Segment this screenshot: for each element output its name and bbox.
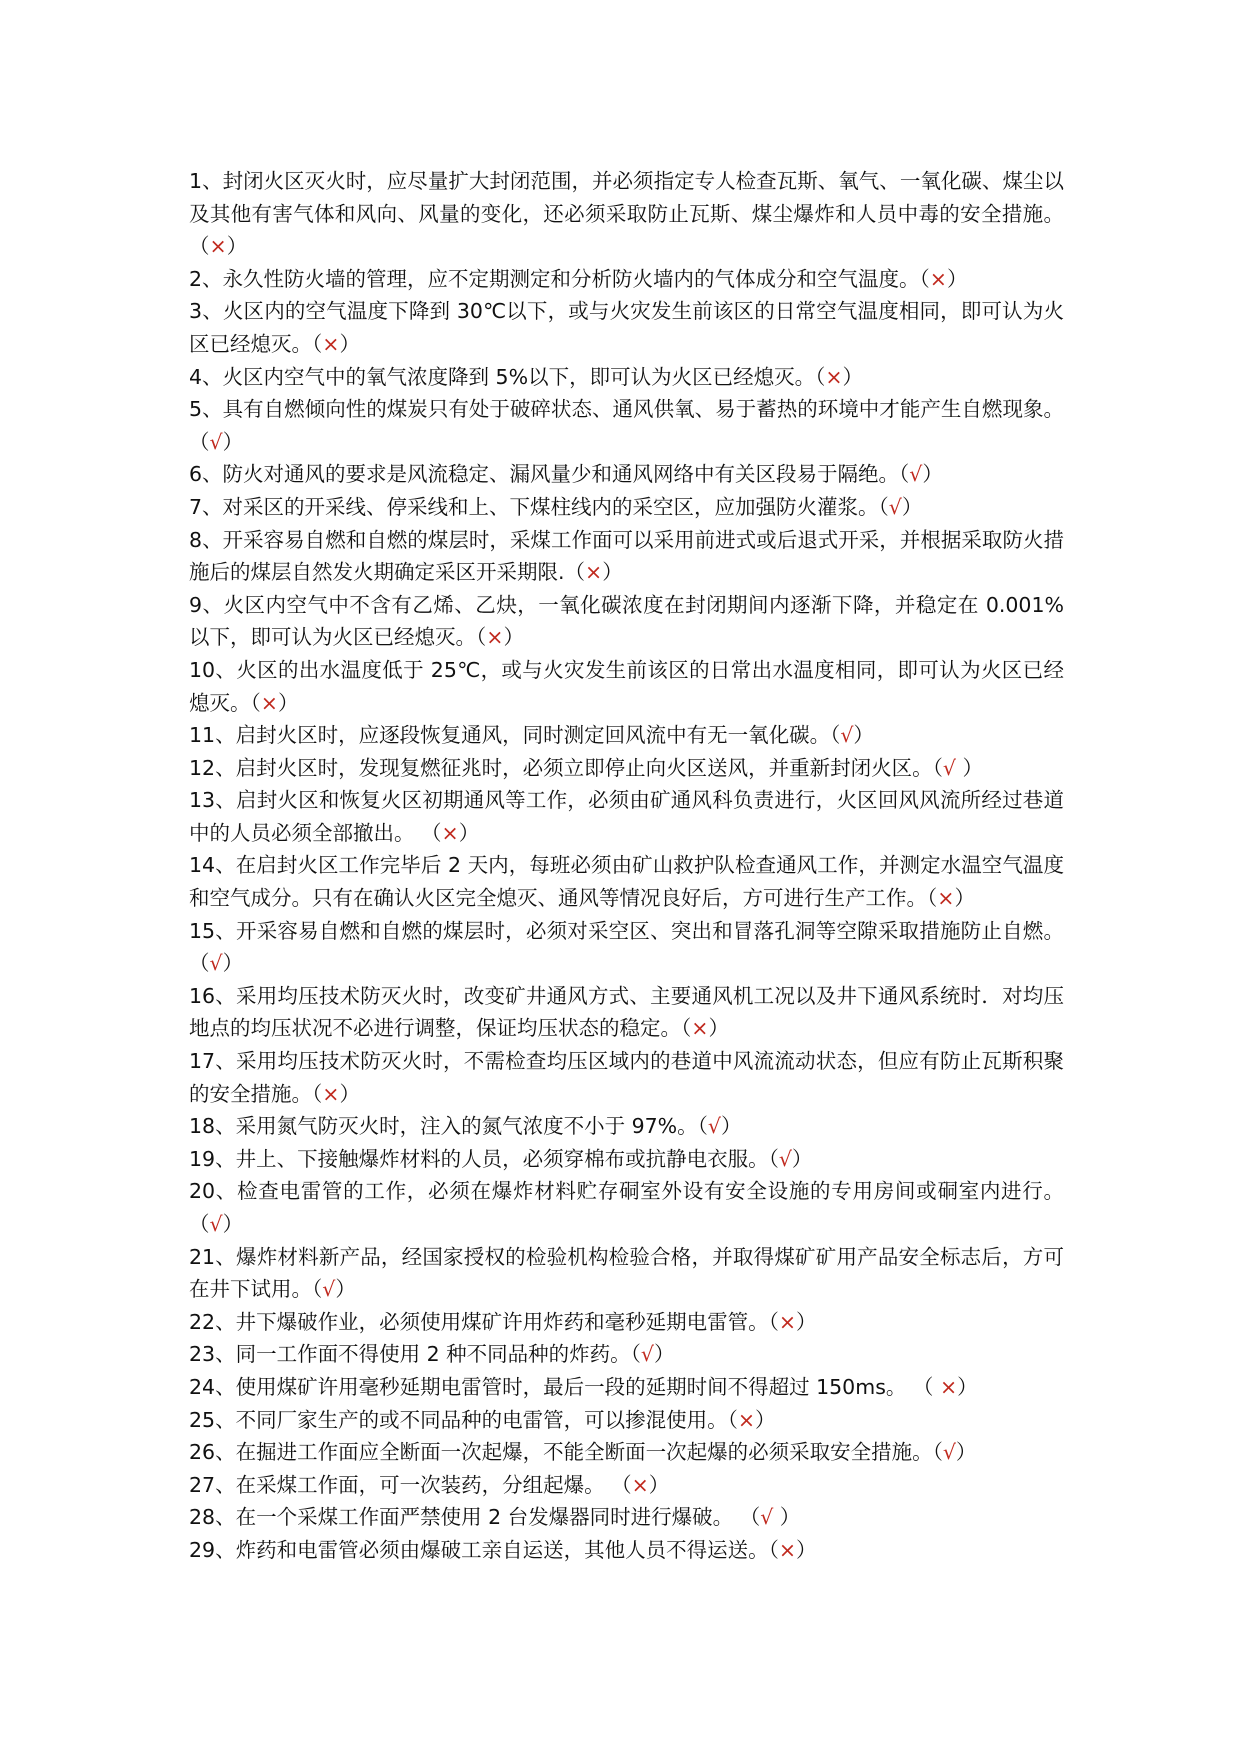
question-item	[189, 393, 1064, 458]
answer-open-paren: （	[899, 462, 910, 487]
answer-close-paren: ）	[335, 1277, 356, 1302]
question-item	[189, 849, 1064, 914]
answer-close-paren: ）	[791, 1146, 813, 1171]
question-item	[189, 980, 1064, 1045]
answer-open-paren: （	[189, 234, 210, 259]
question-text: 6、防火对通风的要求是风流稳定、漏风量少和通风网络中有关区段易于隔绝。	[189, 462, 900, 487]
question-text: 11、启封火区时，应逐段恢复通风，同时测定回风流中有无一氧化碳。	[189, 723, 831, 748]
answer-mark: √	[840, 723, 854, 748]
answer-close-paren: ）	[901, 494, 923, 519]
answer-mark: ×	[631, 1472, 649, 1497]
answer-open-paren: （	[421, 820, 442, 845]
answer-open-paren: （	[312, 1081, 323, 1106]
question-text: 22、井下爆破作业，必须使用煤矿许用炸药和毫秒延期电雷管。	[189, 1309, 769, 1334]
answer-open-paren: （	[476, 625, 487, 650]
answer-mark: ×	[778, 1309, 797, 1334]
answer-close-paren: ）	[277, 690, 299, 715]
question-list	[189, 165, 1064, 1567]
answer-open-paren: （	[878, 494, 889, 519]
question-item	[189, 263, 1064, 296]
answer-close-paren: ）	[339, 1081, 360, 1106]
answer-mark: √	[778, 1146, 792, 1171]
answer-open-paren: （	[250, 690, 261, 715]
question-text: 26、在掘进工作面应全断面一次起爆，不能全断面一次起爆的必须采取安全措施。	[189, 1440, 933, 1465]
question-text: 21、爆炸材料新产品，经国家授权的检验机构检验合格，并取得煤矿矿用产品安全标志后，方可在井下试用。	[189, 1244, 1064, 1302]
question-text: 18、采用氮气防灭火时，注入的氮气浓度不小于 97%。	[189, 1114, 698, 1139]
question-text: 19、井上、下接触爆炸材料的人员，必须穿棉布或抗静电衣服。	[189, 1146, 769, 1171]
answer-mark: √	[209, 1212, 223, 1236]
question-item	[189, 784, 1064, 849]
answer-close-paren: ）	[708, 1016, 729, 1041]
answer-mark: ×	[929, 266, 947, 291]
answer-open-paren: （	[189, 429, 210, 454]
answer-close-paren: ）	[602, 560, 623, 585]
answer-mark: √	[707, 1114, 721, 1139]
answer-open-paren: （	[611, 1472, 632, 1497]
answer-mark: ×	[937, 886, 955, 911]
answer-open-paren: （	[768, 1309, 779, 1334]
answer-mark: ×	[322, 1081, 340, 1106]
question-item	[189, 1436, 1064, 1469]
answer-open-paren: （	[189, 1212, 210, 1236]
question-item	[189, 1404, 1064, 1437]
question-item	[189, 361, 1064, 394]
answer-open-paren: （	[739, 1505, 761, 1530]
question-text: 12、启封火区时，发现复燃征兆时，必须立即停止向火区送风，并重新封闭火区。	[189, 755, 933, 780]
question-text: 25、不同厂家生产的或不同品种的电雷管，可以掺混使用。	[189, 1407, 728, 1432]
answer-close-paren: ）	[721, 1114, 742, 1139]
answer-close-paren: ）	[796, 1309, 817, 1334]
question-item	[189, 719, 1064, 752]
question-text: 7、对采区的开采线、停采线和上、下煤柱线内的采空区，应加强防火灌浆。	[189, 494, 879, 519]
question-item	[189, 165, 1064, 263]
question-text: 5、具有自燃倾向性的煤炭只有处于破碎状态、通风供氧、易于蓄热的环境中才能产生自燃现象。	[189, 397, 1064, 422]
answer-close-paren: ）	[773, 1505, 801, 1530]
question-text: 17、采用均压技术防灭火时，不需检查均压区域内的巷道中风流流动状态，但应有防止瓦斯积聚的安全措施。	[189, 1049, 1064, 1106]
answer-open-paren: （	[727, 1407, 738, 1432]
question-item	[189, 1371, 1064, 1404]
question-text: 1、封闭火区灭火时，应尽量扩大封闭范围，并必须指定专人检查瓦斯、氧气、一氧化碳、煤尘以及其他有害气体和风向、风量的变化，还必须采取防止瓦斯、煤尘爆炸和人员中毒的安全措施。	[189, 169, 1064, 226]
question-item	[189, 1143, 1064, 1176]
question-item	[189, 1175, 1064, 1240]
answer-mark: ×	[441, 820, 459, 845]
answer-mark: ×	[778, 1537, 797, 1562]
answer-mark: ×	[939, 1374, 958, 1399]
question-item	[189, 1306, 1064, 1339]
question-text: 24、使用煤矿许用毫秒延期电雷管时，最后一段的延期时间不得超过 150ms。	[189, 1374, 913, 1399]
question-text: 27、在采煤工作面，可一次装药，分组起爆。	[189, 1472, 612, 1497]
answer-mark: ×	[825, 364, 843, 389]
question-item	[189, 654, 1064, 719]
answer-mark: ×	[209, 234, 227, 259]
answer-close-paren: ）	[222, 429, 244, 454]
question-text: 23、同一工作面不得使用 2 种不同品种的炸药。	[189, 1342, 631, 1367]
answer-open-paren: （	[630, 1342, 641, 1367]
question-text: 28、在一个采煤工作面严禁使用 2 台发爆器同时进行爆破。	[189, 1505, 740, 1530]
answer-close-paren: ）	[922, 462, 943, 487]
question-text: 3、火区内的空气温度下降到 30℃以下，或与火灾发生前该区的日常空气温度相同，即可认为火区已经熄灭。	[189, 299, 1064, 356]
answer-open-paren: （	[830, 723, 841, 748]
answer-close-paren: ）	[842, 364, 864, 389]
question-item	[189, 458, 1064, 491]
question-text: 8、开采容易自燃和自燃的煤层时，采煤工作面可以采用前进式或后退式开采，并根据采取防火措施后的煤层自然发火期确定采区开采期限.	[189, 527, 1064, 585]
answer-mark: √	[209, 429, 223, 454]
question-item	[189, 524, 1064, 589]
answer-open-paren: （	[932, 755, 943, 780]
answer-open-paren: （	[815, 364, 826, 389]
question-text: 4、火区内空气中的氧气浓度降到 5%以下，即可认为火区已经熄灭。	[189, 364, 816, 389]
answer-close-paren: ）	[955, 755, 983, 780]
answer-close-paren: ）	[458, 820, 480, 845]
question-item	[189, 589, 1064, 654]
answer-mark: ×	[737, 1407, 756, 1432]
answer-open-paren: （	[927, 886, 938, 911]
answer-close-paren: ）	[222, 951, 244, 976]
question-item	[189, 491, 1064, 524]
answer-open-paren: （	[189, 951, 210, 976]
answer-close-paren: ）	[339, 331, 360, 356]
question-item	[189, 1501, 1064, 1534]
question-text: 20、检查电雷管的工作，必须在爆炸材料贮存硐室外设有安全设施的专用房间或硐室内进行。	[189, 1179, 1064, 1204]
answer-open-paren: （	[919, 266, 930, 291]
question-item	[189, 915, 1064, 980]
question-item	[189, 1241, 1064, 1306]
answer-close-paren: ）	[222, 1212, 244, 1236]
answer-mark: √	[209, 951, 223, 976]
question-text: 15、开采容易自燃和自燃的煤层时，必须对采空区、突出和冒落孔洞等空隙采取措施防止自燃。	[189, 918, 1064, 943]
answer-close-paren: ）	[503, 625, 524, 650]
answer-close-paren: ）	[946, 266, 968, 291]
answer-mark: √	[909, 462, 923, 487]
answer-mark: √	[942, 1440, 956, 1465]
question-item	[189, 1338, 1064, 1371]
question-text: 10、火区的出水温度低于 25℃，或与火灾发生前该区的日常出水温度相同，即可认为火区已经熄灭。	[189, 657, 1064, 715]
answer-close-paren: ）	[648, 1472, 670, 1497]
answer-close-paren: ）	[955, 1440, 977, 1465]
question-text: 9、火区内空气中不含有乙烯、乙炔，一氧化碳浓度在封闭期间内逐渐下降，并稳定在 0.001%以下，即可认为火区已经熄灭。	[189, 592, 1064, 650]
question-text: 16、采用均压技术防灭火时，改变矿井通风方式、主要通风机工况以及井下通风系统时．对均压地点的均压状况不必进行调整，保证均压状态的稳定。	[189, 983, 1064, 1041]
answer-close-paren: ）	[957, 1374, 978, 1399]
question-text: 13、启封火区和恢复火区初期通风等工作，必须由矿通风科负责进行，火区回风风流所经过巷道中的人员必须全部撤出。	[189, 788, 1064, 845]
answer-mark: √	[942, 755, 956, 780]
answer-mark: ×	[486, 625, 504, 650]
question-text: 14、在启封火区工作完毕后 2 天内，每班必须由矿山救护队检查通风工作，并测定水温空气温度和空气成分。只有在确认火区完全熄灭、通风等情况良好后，方可进行生产工作。	[189, 853, 1064, 911]
question-item	[189, 1045, 1064, 1110]
answer-mark: ×	[691, 1016, 709, 1041]
answer-mark: √	[888, 494, 902, 519]
answer-mark: √	[760, 1505, 774, 1530]
answer-close-paren: ）	[954, 886, 975, 911]
answer-mark: √	[322, 1277, 336, 1302]
answer-open-paren: （	[312, 1277, 323, 1302]
question-text: 29、炸药和电雷管必须由爆破工亲自运送，其他人员不得运送。	[189, 1537, 769, 1562]
answer-open-paren: （	[768, 1537, 779, 1562]
answer-open-paren: （	[681, 1016, 692, 1041]
answer-mark: √	[640, 1342, 654, 1367]
answer-open-paren: （	[768, 1146, 779, 1171]
question-item	[189, 295, 1064, 360]
answer-close-paren: ）	[796, 1537, 817, 1562]
answer-close-paren: ）	[654, 1342, 675, 1367]
answer-open-paren: （	[932, 1440, 943, 1465]
answer-close-paren: ）	[853, 723, 874, 748]
question-item	[189, 1534, 1064, 1567]
answer-close-paren: ）	[755, 1407, 776, 1432]
answer-open-paren: （	[564, 560, 586, 585]
answer-open-paren: （	[912, 1374, 940, 1399]
question-text: 2、永久性防火墙的管理，应不定期测定和分析防火墙内的气体成分和空气温度。	[189, 266, 920, 291]
question-item	[189, 1469, 1064, 1502]
answer-open-paren: （	[697, 1114, 708, 1139]
answer-close-paren: ）	[226, 234, 248, 259]
question-item	[189, 752, 1064, 785]
answer-open-paren: （	[312, 331, 323, 356]
question-item	[189, 1110, 1064, 1143]
answer-mark: ×	[260, 690, 278, 715]
answer-mark: ×	[322, 331, 340, 356]
answer-mark: ×	[585, 560, 603, 585]
